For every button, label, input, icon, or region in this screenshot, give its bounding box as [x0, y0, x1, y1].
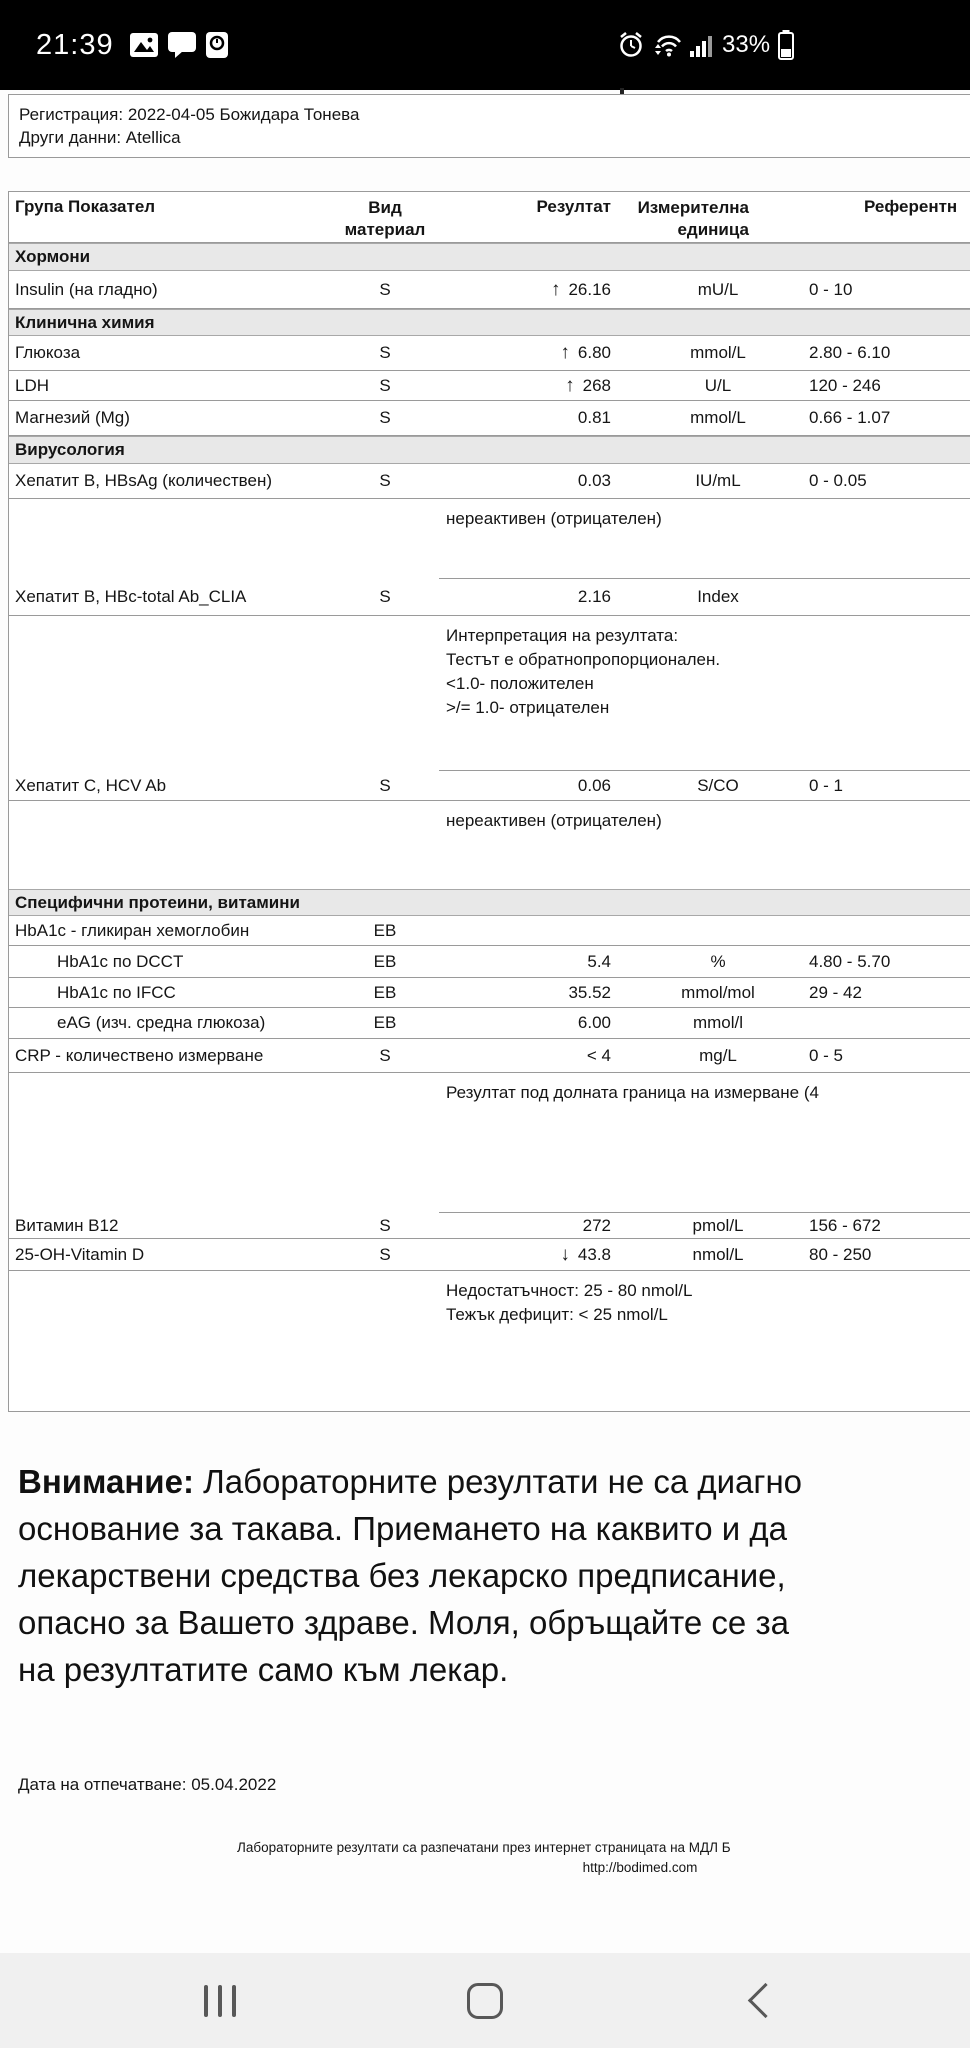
note-line: Тестът е обратнопропорционален. — [446, 650, 721, 669]
table-result-row — [9, 464, 970, 499]
result-value: 2.16 — [577, 587, 611, 606]
home-icon — [467, 1983, 503, 2019]
unit: mU/L — [697, 279, 739, 299]
unit: mmol/l — [692, 1013, 744, 1032]
warning-line: основание за такава. Приемането на каквито и да — [18, 1510, 788, 1547]
material-type: S — [379, 1244, 391, 1264]
note-line: Резултат под долната граница на измерване (4 — [446, 1083, 819, 1102]
result-value: ↑ 268 — [565, 374, 611, 396]
test-name: HbA1c - гликиран хемоглобин — [15, 920, 250, 940]
result-value: 35.52 — [568, 982, 611, 1002]
flag-high-icon: ↑ — [550, 278, 561, 300]
col-header-material: Вид материал — [344, 198, 426, 239]
material-type: S — [379, 587, 391, 606]
partial-divider — [439, 578, 970, 579]
warning-line: Внимание: Лабораторните резултати не са диагно — [18, 1463, 803, 1500]
table-result-row — [9, 1213, 970, 1239]
table-header-row — [9, 192, 970, 243]
table-section-row: Специфични протеини, витамини — [9, 889, 970, 916]
unit: % — [710, 951, 726, 971]
battery-percent-text: 33% — [722, 31, 771, 58]
status-bar — [0, 0, 970, 90]
wifi-icon — [652, 32, 682, 58]
table-result-row — [9, 579, 970, 616]
unit: mmol/L — [690, 343, 746, 362]
clock-text: 21:39 — [36, 28, 114, 61]
result-value: 272 — [582, 1215, 611, 1235]
test-name: Insulin (на гладно) — [15, 279, 158, 299]
warning-paragraph — [18, 1458, 970, 1693]
unit: mmol/mol — [681, 982, 755, 1002]
table-result-row — [9, 1239, 970, 1271]
test-name: Хепатит B, HBsAg (количествен) — [15, 471, 273, 490]
reference-range: 0 - 5 — [809, 1045, 844, 1065]
home-button[interactable] — [425, 1953, 545, 2048]
note-line: нереактивен (отрицателен) — [446, 811, 662, 830]
material-type: S — [379, 343, 391, 362]
signal-icon — [690, 32, 714, 58]
reference-range: 0 - 0.05 — [809, 471, 867, 490]
reference-range: 120 - 246 — [809, 375, 881, 395]
test-name: HbA1c по DCCT — [57, 951, 184, 971]
table-result-row — [9, 271, 970, 309]
footer-line: Лабораторните резултати са разпечатани през интернет страницата на МДЛ Б — [237, 1840, 731, 1855]
result-value: ↓ 43.8 — [560, 1243, 611, 1265]
table-note-row — [9, 1073, 970, 1213]
note-line: >/= 1.0- отрицателен — [446, 698, 610, 717]
partial-divider — [439, 770, 970, 771]
reference-range: 0 - 1 — [809, 775, 844, 795]
table-result-row — [9, 336, 970, 371]
reference-range: 0.66 - 1.07 — [809, 408, 891, 427]
document-footer — [237, 1838, 970, 1878]
reference-range: 2.80 - 6.10 — [809, 343, 891, 362]
test-name: LDH — [15, 375, 50, 395]
battery-icon — [778, 30, 794, 60]
col-header-result: Резултат — [536, 197, 611, 216]
flag-high-icon: ↑ — [565, 374, 575, 396]
test-name: 25-OH-Vitamin D — [15, 1244, 145, 1264]
chat-icon — [168, 32, 196, 58]
warning-bold-prefix: Внимание: — [18, 1463, 194, 1500]
reference-range: 29 - 42 — [809, 982, 862, 1002]
notification-icons — [130, 32, 228, 58]
test-name: Магнезий (Mg) — [15, 408, 130, 427]
test-name: Глюкоза — [15, 343, 81, 362]
unit: Index — [697, 587, 739, 606]
partial-divider — [439, 1212, 970, 1213]
alarm-icon — [618, 31, 644, 59]
table-result-row — [9, 401, 970, 436]
unit: U/L — [704, 375, 732, 395]
result-value: ↑ 6.80 — [560, 342, 611, 363]
result-value: 5.4 — [587, 951, 611, 971]
table-section-row: Вирусология — [9, 436, 970, 464]
material-type: S — [379, 1215, 391, 1235]
result-value: 0.03 — [577, 471, 611, 490]
unit: nmol/L — [692, 1244, 744, 1264]
gallery-icon — [130, 33, 158, 57]
unit: S/CO — [697, 775, 739, 795]
result-value: 0.06 — [577, 775, 611, 795]
unit: IU/mL — [695, 471, 741, 490]
material-type: ЕВ — [373, 1013, 397, 1032]
back-button[interactable] — [700, 1953, 820, 2048]
test-name: CRP - количествено измерване — [15, 1045, 264, 1065]
table-result-row — [9, 1008, 970, 1039]
table-note-row — [9, 499, 970, 579]
material-type: S — [379, 775, 391, 795]
flag-low-icon: ↓ — [560, 1243, 570, 1265]
recorder-icon — [206, 32, 228, 58]
note-line: Тежък дефицит: < 25 nmol/L — [446, 1305, 668, 1324]
reference-range: 80 - 250 — [809, 1244, 872, 1264]
result-value: 6.00 — [577, 1013, 611, 1032]
reference-range: 4.80 - 5.70 — [809, 951, 891, 971]
material-type: ЕВ — [373, 982, 397, 1002]
test-name: HbA1c по IFCC — [57, 982, 176, 1002]
result-value: ↑ 26.16 — [550, 278, 611, 300]
table-result-row — [9, 916, 970, 946]
report-header-box — [8, 94, 970, 158]
reference-range: 0 - 10 — [809, 279, 853, 299]
result-value: 0.81 — [577, 408, 611, 427]
note-line: нереактивен (отрицателен) — [446, 509, 662, 528]
col-header-reference: Референтн — [864, 197, 958, 216]
table-section-row: Клинична химия — [9, 309, 970, 336]
material-type: S — [379, 408, 391, 427]
flag-high-icon: ↑ — [560, 342, 570, 363]
table-section-row: Хормони — [9, 243, 970, 271]
result-value: < 4 — [586, 1045, 611, 1065]
unit: pmol/L — [692, 1215, 744, 1235]
warning-line: лекарствени средства без лекарско предписание, — [18, 1557, 786, 1594]
material-type: S — [379, 279, 391, 299]
table-result-row — [9, 771, 970, 801]
table-result-row — [9, 978, 970, 1008]
other-data-line: Други данни: Atellica — [19, 128, 181, 147]
lab-results-table — [8, 191, 970, 1412]
col-header-group: Група Показател — [15, 197, 156, 216]
recents-button[interactable] — [160, 1953, 280, 2048]
table-note-row — [9, 1271, 970, 1411]
material-type: S — [379, 471, 391, 490]
footer-url: http://bodimed.com — [582, 1860, 698, 1875]
unit: mmol/L — [690, 408, 746, 427]
material-type: S — [379, 375, 391, 395]
table-result-row — [9, 371, 970, 401]
material-type: ЕВ — [373, 951, 397, 971]
recents-icon — [204, 1985, 236, 2017]
print-date: Дата на отпечатване: 05.04.2022 — [18, 1775, 277, 1794]
material-type: S — [379, 1045, 391, 1065]
status-right-icons — [618, 0, 794, 90]
back-icon — [747, 1983, 782, 2018]
test-name: eAG (изч. средна глюкоза) — [57, 1013, 266, 1032]
registration-line: Регистрация: 2022-04-05 Божидара Тонева — [19, 105, 360, 124]
test-name: Хепатит B, HBc-total Ab_CLIA — [15, 587, 247, 606]
test-name: Витамин B12 — [15, 1215, 119, 1235]
note-line: Недостатъчност: 25 - 80 nmol/L — [446, 1281, 693, 1300]
material-type: ЕВ — [373, 920, 397, 940]
reference-range: 156 - 672 — [809, 1215, 881, 1235]
table-result-row — [9, 946, 970, 978]
table-note-row — [9, 616, 970, 771]
warning-line: на резултатите само към лекар. — [18, 1651, 509, 1688]
android-nav-bar — [0, 1953, 970, 2048]
note-line: <1.0- положителен — [446, 674, 594, 693]
warning-line: опасно за Вашето здраве. Моля, обръщайте се за — [18, 1604, 789, 1641]
note-line: Интерпретация на резултата: — [446, 626, 679, 645]
unit: mg/L — [699, 1045, 737, 1065]
col-header-unit: Измерителна единица — [637, 198, 749, 239]
test-name: Хепатит C, HCV Ab — [15, 775, 167, 795]
table-result-row — [9, 1039, 970, 1073]
table-note-row — [9, 801, 970, 889]
